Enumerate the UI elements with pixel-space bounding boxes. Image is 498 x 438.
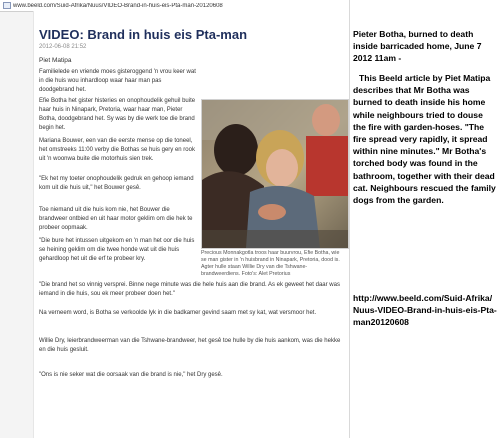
article-body (33, 11, 349, 438)
annotation-body: This Beeld article by Piet Matipa describes that Mr Botha was burned to death inside his home while neighbours tried to douse the fire with garden-hoses. "The fire spread very rapidly, it spread within nine minutes." Mr Botha's torched body was found in the bathroom, together with their dead cat. Neighbours rescued the family dogs from the garden. (353, 73, 496, 206)
article-paragraph: Mariana Bouwer, een van die eerste mense op die toneel, het omstreeks 11:00 verby die Bothas se huis gery en rook uit 'n woonwa buite die motorhuis sien trek. (39, 138, 195, 162)
article-paragraph: Efie Botha het gister histeries en onophoudelik gehuil buite haar huis in Ninapark, Pretoria, waar haar man, Pieter Botha, doodgebrand het. Sy was by die werk toe die brand begin het. (39, 98, 196, 131)
annotation-url[interactable]: http://www.beeld.com/Suid-Afrika/Nuus-VIDEO-Brand-in-huis-eis-Pta-man20120608 (353, 293, 497, 328)
article-paragraph: "Die brand het so vinnig versprei. Binne nege minute was die hele huis aan die brand. As ek geweet het daar was iemand in die huis, sou ek meer probeer doen het." (39, 282, 340, 297)
article-author: Piet Matipa (39, 57, 72, 64)
article-paragraph: Familielede en vriende moes gisteroggend 'n vrou keer wat in die huis wou inhardloop waar haar man pas doodgebrand het. (39, 69, 196, 93)
annotation-panel (349, 0, 498, 438)
news-photo (201, 99, 349, 249)
article-date: 2012-06-08 21:52 (39, 44, 87, 50)
article-paragraph: "Ons is nie seker wat die oorsaak van die brand is nie," het Dry gesê. (39, 372, 223, 378)
address-url[interactable]: www.beeld.com/Suid-Afrika/Nuus/VIDEO-Brand-in-huis-eis-Pta-man-20120608 (13, 2, 223, 9)
article-paragraph: Na verneem word, is Botha se verkoolde lyk in die badkamer gevind saam met sy kat, wat versmoor het. (39, 310, 317, 316)
article-paragraph: "Ek het my toeter onophoudelik gedruk en gehoop iemand kom uit die huis uit," het Bouwer gesê. (39, 176, 194, 191)
article-paragraph: "Die bure het intussen uitgekom en 'n man het oor die huis se heining geklim om die twee honde wat uit die huis gehardloop het uit die erf te probeer kry. (39, 238, 195, 262)
article-paragraph: Toe niemand uit die huis kom nie, het Bouwer die brandweer ontbied en uit haar motor geklim om die hek te probeer oopmaak. (39, 207, 193, 231)
annotation-title: Pieter Botha, burned to death inside barricaded home, June 7 2012 11am - (353, 29, 482, 64)
article-paragraph: Willie Dry, leierbrandweerman van die Tshwane-brandweer, het gesê toe hulle by die huis aankom, was die hekke en die huis gesluit. (39, 338, 341, 353)
article-headline: VIDEO: Brand in huis eis Pta-man (39, 27, 248, 42)
photo-caption: Precious Monnakgotla troos haar buurvrou, Efie Botha, wie se man gister in 'n huisbrand in Ninapark, Pretoria, dood is. Agter hulle staan Willie Dry van die Tshwane-brandweerdiens. Foto's: Alet Pretorius (201, 250, 340, 277)
photo-image (202, 100, 348, 248)
page-icon (3, 2, 11, 9)
